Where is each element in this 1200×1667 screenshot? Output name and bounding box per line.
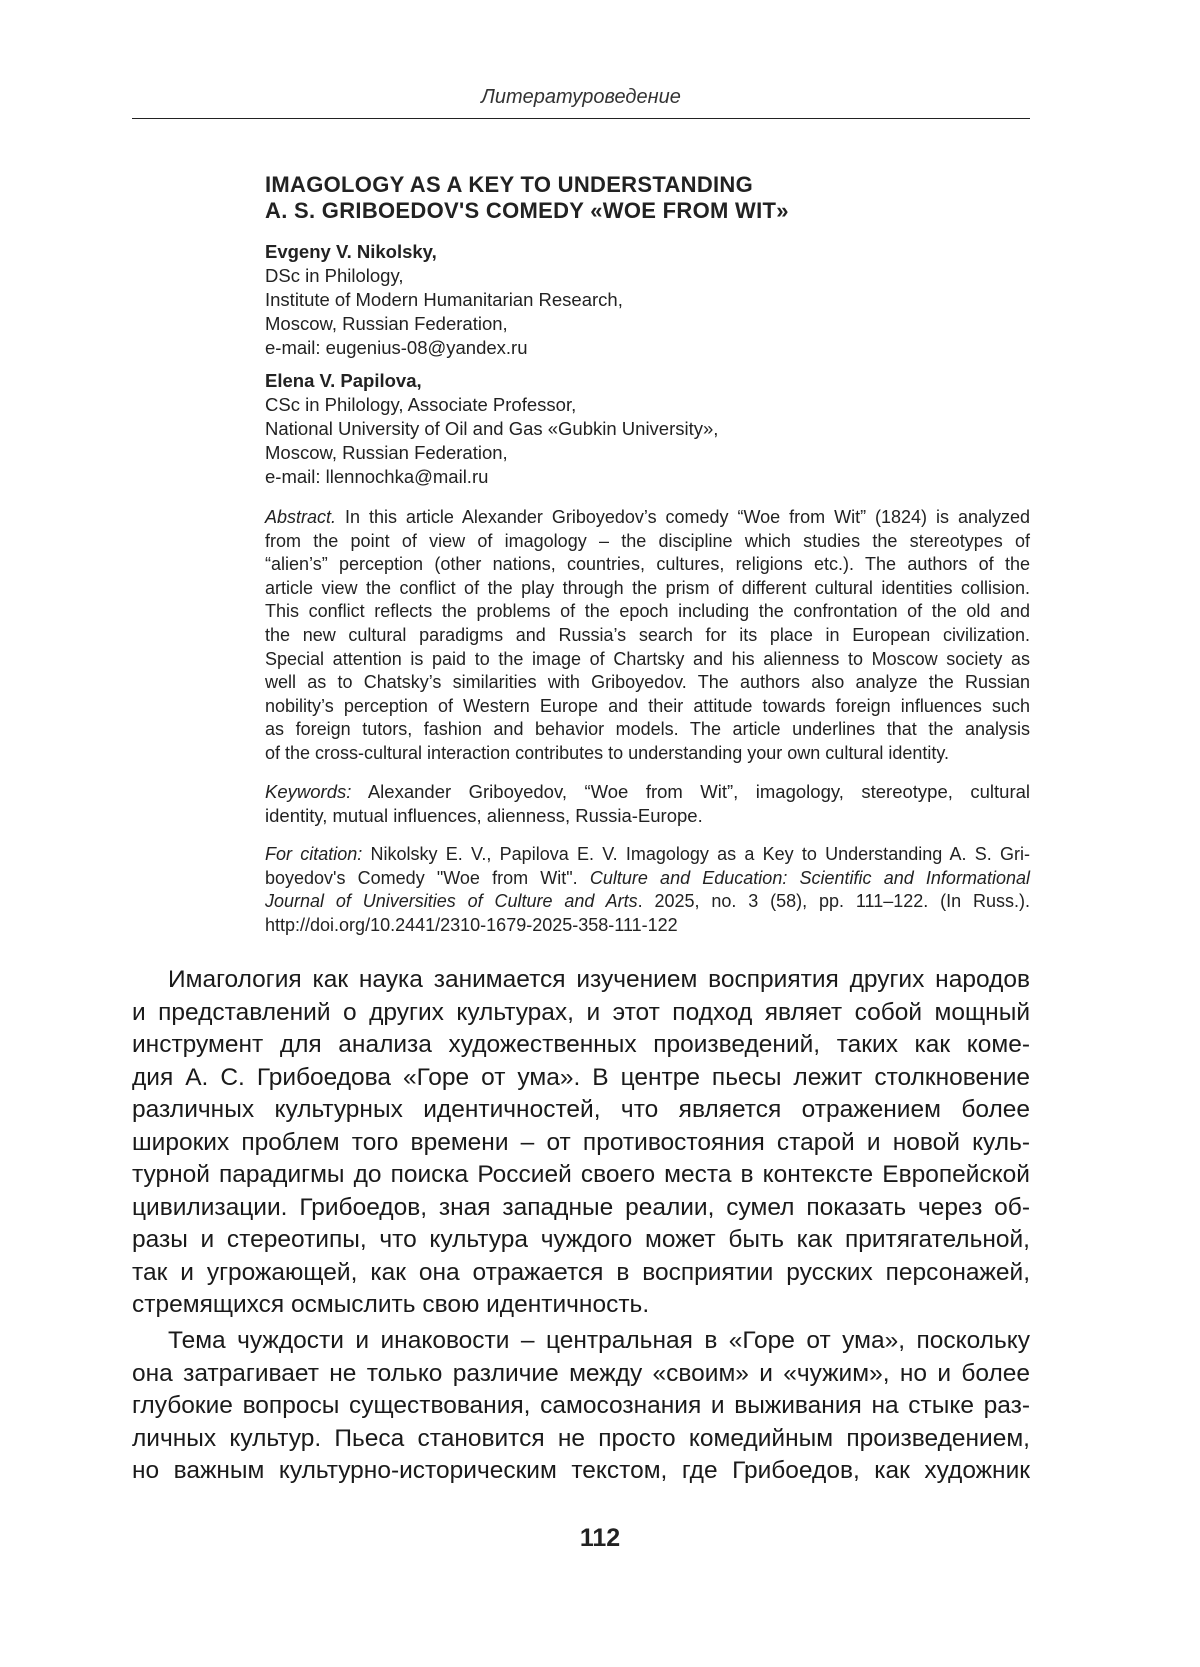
citation-doi[interactable]: http://doi.org/10.2441/2310-1679-2025-358-111-122 (265, 914, 678, 935)
author-institution: Institute of Modern Humanitarian Research, (265, 289, 623, 310)
abstract-line: This conflict reflects the problems of the epoch including the confrontation of the old and (265, 601, 1030, 622)
abstract-line: from the point of view of imagology – the discipline which studies the stereotypes of (265, 530, 1030, 551)
keywords-line (265, 780, 1030, 804)
author-block (265, 369, 1030, 489)
citation-journal: Culture and Education: Scientific and Informational (589, 867, 1030, 888)
author-list (265, 240, 1030, 498)
author-email: e-mail: llennochka@mail.ru (265, 466, 489, 487)
body-line: турной парадигмы до поиска Россией своего места в контексте Европейской (132, 1161, 1030, 1188)
body-line: Тема чуждости и инаковости – центральная в «Горе от ума», поскольку (168, 1327, 1030, 1354)
author-institution: National University of Oil and Gas «Gubkin University», (265, 418, 719, 439)
citation-label: For citation: (265, 844, 363, 864)
abstract-line: of the cross-cultural interaction contributes to understanding your own cultural identity. (265, 742, 950, 763)
body-line: цивилизации. Грибоедов, зная западные реалии, сумел показать через об- (132, 1193, 1030, 1221)
body-paragraph (132, 964, 1030, 1322)
author-degree: CSc in Philology, Associate Professor, (265, 394, 577, 415)
article-title (265, 172, 1030, 224)
author-name: Elena V. Papilova, (265, 370, 422, 391)
body-line: она затрагивает не только различие между «своим» и «чужим», но и более (132, 1359, 1030, 1387)
abstract-line: nobility’s perception of Western Europe and their attitude towards foreign influences such (265, 695, 1030, 716)
keywords-text: Alexander Griboyedov, “Woe from Wit”, imagology, stereotype, cultural (351, 781, 1030, 802)
author-location: Moscow, Russian Federation, (265, 313, 508, 334)
body-line: глубокие вопросы существования, самосознания и выживания на стыке раз- (132, 1392, 1030, 1419)
body-line: Имагология как наука занимается изучением восприятия других народов (168, 966, 1030, 993)
keywords-label: Keywords: (265, 781, 352, 802)
author-block (265, 240, 1030, 360)
abstract-line: as foreign tutors, fashion and behavior models. The article underlines that the analysis (265, 719, 1030, 740)
citation-line (265, 890, 1030, 914)
title-line: IMAGOLOGY AS A KEY TO UNDERSTANDING (265, 172, 754, 197)
citation-text: Nikolsky E. V., Papilova E. V. Imagology as a Key to Understanding A. S. Gri- (362, 844, 1030, 864)
author-email: e-mail: eugenius-08@yandex.ru (265, 337, 528, 358)
body-line: разы и стереотипы, что культура чуждого может быть как притягательной, (132, 1226, 1030, 1253)
body-line: широких проблем того времени – от противостояния старой и новой куль- (132, 1128, 1030, 1156)
citation-line (265, 843, 1030, 867)
abstract-line: well as to Chatsky’s similarities with Griboyedov. The authors also analyze the Russian (265, 672, 1030, 693)
abstract-line: Special attention is paid to the image of Chartsky and his alienness to Moscow society as (265, 648, 1030, 669)
body-line: стремящихся осмыслить свою идентичность. (132, 1291, 650, 1318)
body-line: дия А. С. Грибоедова «Горе от ума». В центре пьесы лежит столкновение (132, 1063, 1030, 1091)
keywords (265, 780, 1030, 828)
body-line: личных культур. Пьеса становится не просто комедийным произведением, (132, 1424, 1030, 1452)
running-head: Литературоведение (481, 86, 681, 108)
citation-text: . 2025, no. 3 (58), pp. 111–122. (In Russ.). (637, 891, 1030, 912)
author-degree: DSc in Philology, (265, 265, 404, 286)
abstract-line: article view the conflict of the play through the prism of different cultural identities collision. (265, 577, 1030, 598)
citation (265, 843, 1030, 937)
abstract-label: Abstract. (265, 507, 337, 527)
body-line: инструмент для анализа художественных произведений, таких как коме- (132, 1031, 1030, 1058)
abstract-line: “alien’s” perception (other nations, countries, cultures, religions etc.). The authors of the (265, 554, 1030, 575)
page-number: 112 (579, 1524, 621, 1552)
header-rule (132, 118, 1030, 119)
author-name: Evgeny V. Nikolsky, (265, 241, 437, 262)
citation-journal: Journal of Universities of Culture and Arts (265, 891, 638, 912)
title-line: A. S. GRIBOEDOV'S COMEDY «WOE FROM WIT» (265, 198, 789, 223)
body-line: различных культурных идентичностей, что является отражением более (132, 1096, 1030, 1123)
abstract (265, 506, 1030, 766)
author-location: Moscow, Russian Federation, (265, 442, 508, 463)
body-line: но важным культурно-историческим текстом, где Грибоедов, как художник (132, 1457, 1030, 1484)
body-line: и представлений о других культурах, и этот подход являет собой мощный (132, 998, 1030, 1026)
citation-line (265, 867, 1030, 891)
keywords-line: identity, mutual influences, alienness, Russia-Europe. (265, 805, 703, 826)
body-paragraph (132, 1325, 1030, 1488)
citation-text: boyedov's Comedy "Woe from Wit". (265, 867, 590, 888)
body-line: так и угрожающей, как она отражается в восприятии русских персонажей, (132, 1258, 1030, 1286)
abstract-line (265, 506, 1030, 530)
abstract-text: In this article Alexander Griboyedov’s comedy “Woe from Wit” (1824) is analyzed (336, 507, 1030, 527)
abstract-line: the new cultural paradigms and Russia’s search for its place in European civilization. (265, 624, 1030, 645)
